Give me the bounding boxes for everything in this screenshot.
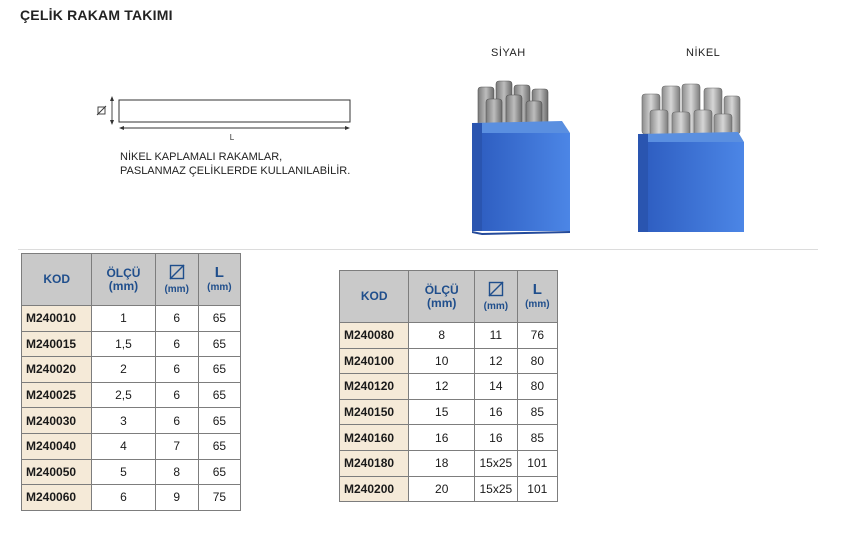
cell-code: M240150 (340, 399, 409, 425)
table-row (340, 323, 558, 349)
cell-size: 8 (409, 323, 475, 349)
cell-diameter: 16 (475, 399, 518, 425)
header-kod: KOD (340, 271, 409, 323)
diameter-icon (488, 281, 504, 297)
table-row (22, 382, 241, 408)
spec-table-right (339, 270, 558, 502)
cell-length: 65 (198, 433, 240, 459)
cell-code: M240200 (340, 476, 409, 502)
cell-length: 65 (198, 459, 240, 485)
stamp-bar-outline (119, 100, 350, 122)
table-row (340, 348, 558, 374)
cell-size: 6 (92, 485, 155, 511)
cell-length: 80 (517, 348, 557, 374)
cell-length: 65 (198, 306, 240, 332)
cell-size: 2 (92, 357, 155, 383)
cell-code: M240030 (22, 408, 92, 434)
cell-diameter: 9 (155, 485, 198, 511)
black-stamp-set-image (466, 75, 582, 235)
cell-diameter: 16 (475, 425, 518, 451)
cell-length: 65 (198, 408, 240, 434)
table-row (22, 433, 241, 459)
cell-code: M240040 (22, 433, 92, 459)
cell-size: 1,5 (92, 331, 155, 357)
cell-diameter: 15x25 (475, 476, 518, 502)
cell-code: M240180 (340, 450, 409, 476)
cell-length: 65 (198, 382, 240, 408)
note-line-1: NİKEL KAPLAMALI RAKAMLAR, (120, 151, 283, 163)
diameter-symbol-icon (97, 106, 106, 115)
nickel-stamp-set-image (634, 80, 750, 235)
cell-length: 101 (517, 476, 557, 502)
black-variant-label: SİYAH (491, 47, 526, 59)
cell-code: M240025 (22, 382, 92, 408)
cell-size: 20 (409, 476, 475, 502)
table-row (22, 357, 241, 383)
dimension-diagram (95, 90, 365, 145)
nickel-variant-label: NİKEL (686, 47, 721, 59)
page-title: ÇELİK RAKAM TAKIMI (20, 7, 173, 23)
cell-code: M240080 (340, 323, 409, 349)
header-diameter: (mm) (155, 254, 198, 306)
cell-length: 85 (517, 425, 557, 451)
cell-code: M240120 (340, 374, 409, 400)
table-row (22, 331, 241, 357)
cell-size: 10 (409, 348, 475, 374)
cell-length: 80 (517, 374, 557, 400)
cell-diameter: 12 (475, 348, 518, 374)
cell-size: 16 (409, 425, 475, 451)
section-divider (18, 249, 818, 250)
cell-size: 4 (92, 433, 155, 459)
table-row (340, 476, 558, 502)
cell-code: M240160 (340, 425, 409, 451)
diameter-icon (169, 264, 185, 280)
cell-length: 65 (198, 331, 240, 357)
cell-diameter: 6 (155, 408, 198, 434)
cell-length: 75 (198, 485, 240, 511)
product-notes (120, 150, 350, 178)
cell-length: 85 (517, 399, 557, 425)
cell-diameter: 11 (475, 323, 518, 349)
cell-code: M240060 (22, 485, 92, 511)
cell-diameter: 6 (155, 382, 198, 408)
cell-code: M240010 (22, 306, 92, 332)
cell-size: 3 (92, 408, 155, 434)
cell-diameter: 6 (155, 331, 198, 357)
spec-table-left (21, 253, 241, 511)
table-row (22, 459, 241, 485)
table-row (340, 425, 558, 451)
table-row (22, 408, 241, 434)
table-row (22, 485, 241, 511)
cell-length: 76 (517, 323, 557, 349)
cell-diameter: 6 (155, 357, 198, 383)
table-row (340, 399, 558, 425)
note-line-2: PASLANMAZ ÇELİKLERDE KULLANILABİLİR. (120, 165, 351, 177)
cell-diameter: 8 (155, 459, 198, 485)
header-kod: KOD (22, 254, 92, 306)
cell-size: 1 (92, 306, 155, 332)
cell-size: 12 (409, 374, 475, 400)
length-label: L (229, 133, 235, 142)
cell-size: 2,5 (92, 382, 155, 408)
header-length: L (mm) (198, 254, 240, 306)
header-length: L (mm) (517, 271, 557, 323)
cell-code: M240100 (340, 348, 409, 374)
cell-size: 5 (92, 459, 155, 485)
cell-diameter: 7 (155, 433, 198, 459)
table-row (22, 306, 241, 332)
cell-length: 101 (517, 450, 557, 476)
cell-size: 18 (409, 450, 475, 476)
table-row (340, 450, 558, 476)
cell-length: 65 (198, 357, 240, 383)
header-olcu: ÖLÇÜ (mm) (409, 271, 475, 323)
cell-diameter: 6 (155, 306, 198, 332)
cell-size: 15 (409, 399, 475, 425)
cell-code: M240020 (22, 357, 92, 383)
header-diameter: (mm) (475, 271, 518, 323)
cell-diameter: 14 (475, 374, 518, 400)
header-olcu: ÖLÇÜ (mm) (92, 254, 155, 306)
cell-code: M240050 (22, 459, 92, 485)
cell-code: M240015 (22, 331, 92, 357)
table-row (340, 374, 558, 400)
cell-diameter: 15x25 (475, 450, 518, 476)
